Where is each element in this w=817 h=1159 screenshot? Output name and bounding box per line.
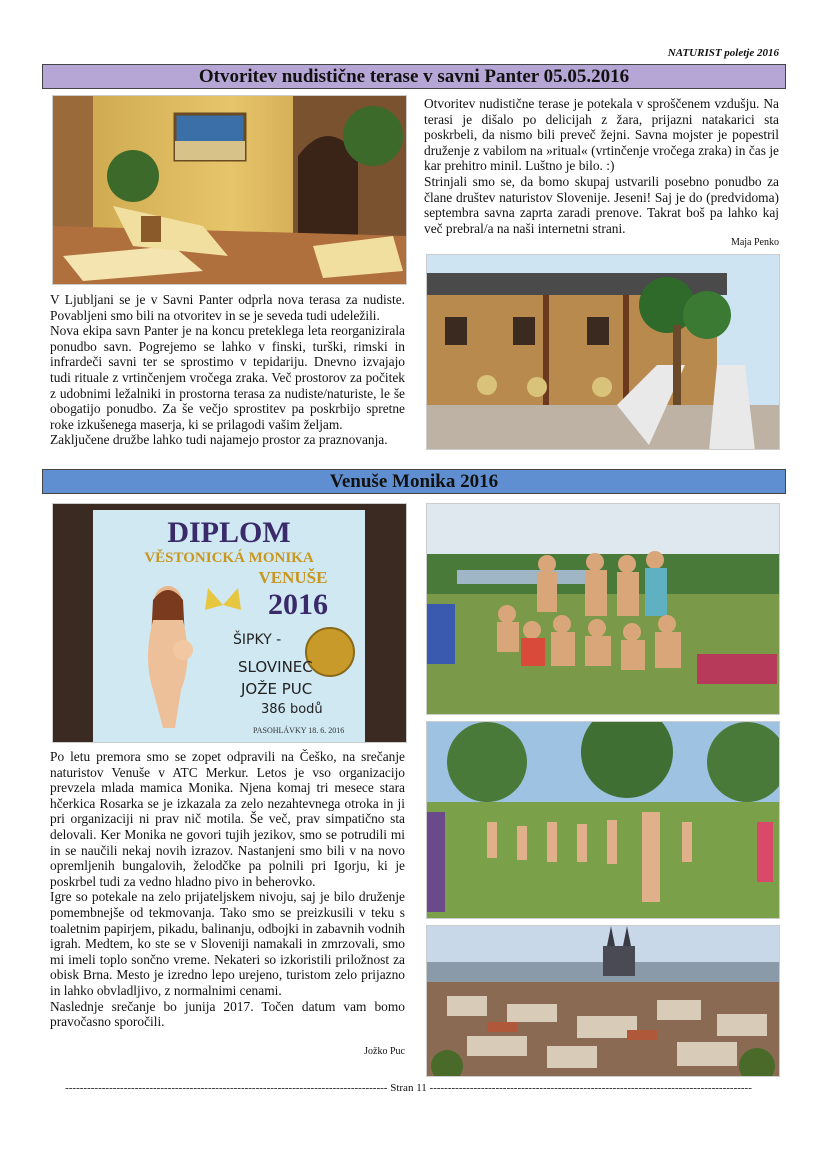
page-footer	[0, 1082, 817, 1094]
diploma-venuse: VENUŠE	[258, 568, 328, 587]
page-number: Stran 11	[390, 1082, 427, 1094]
games-photo	[426, 721, 780, 919]
article-title-venuse: Venuše Monika 2016	[42, 469, 786, 494]
venus-figure-illustration	[123, 580, 213, 730]
footer-dashes-right: ----------------------------------------------------------------------------------------	[429, 1082, 752, 1094]
group-photo	[426, 503, 780, 715]
terrace-paragraph-offer: Strinjali smo se, da bomo skupaj ustvarili posebno ponudbo za člane društev naturistov Slovenije. Jeseni! Saj je do (predvidoma) septembra savna zaprta zaradi prenove. Takrat boš pa lahko kaj več prebral/a na naši internetni strani.	[424, 173, 779, 236]
diploma-subtitle: VĚSTONICKÁ MONIKA	[144, 550, 314, 566]
venuse-paragraph-trip: Po letu premora smo se zopet odpravili na Češko, na srečanje naturistov Venuše v ATC Merkur. Letos je vso organizacijo prevzela mlada mamica Monika. Njena komaj tri mesece stara hčerkica Rosarka se je izkazala za zelo nezahtevnega otroka in ji pri organizaciji ni prav nič motila. Še več, prav simpatično sta delovali. Ker Monika ne govori tujih jezikov, smo se potrudili mi in se naučili nekaj novih izrazov. Nastanjeni smo bili v na novo opremljenih bungalovih, želodčke pa polnili pri Igorju, ki je poskrbel tudi za vedno hladno pivo in beherovko.	[50, 749, 405, 889]
diploma-footer: PASOHLÁVKY 18. 6. 2016	[253, 726, 345, 735]
terrace-paragraph-services: Nova ekipa savn Panter je na koncu preteklega leta reorganizirala ponudbo savn. Pogrejemo se lahko v finski, turški, rimski in infrardeči savni ter se sprostimo v tepidariju. Dnevno izvajajo tudi rituale z vrtinčenjem vročega zraka. Več prostorov za počitek z udobnimi ležalniki in prostorna terasa za nudiste/naturiste, le še obogatijo ponudbo. Za še večjo sprostitev pa poskrbijo spretne roke izkušenega maserja, ki se prilagodi vašim željam.	[50, 323, 405, 432]
venuse-paragraph-next-meeting: Naslednje srečanje bo junija 2017. Točen datum vam bomo pravočasno sporočili.	[50, 998, 405, 1030]
terrace-paragraph-intro: V Ljubljani se je v Savni Panter odprla nova terasa za nudiste. Povabljeni smo bili na otvoritev in se je seveda tudi udeležili.	[50, 292, 405, 323]
brno-city-photo	[426, 925, 780, 1077]
diploma-year: 2016	[268, 588, 328, 621]
diploma-name: JOŽE PUC	[241, 680, 313, 698]
terrace-exterior-photo	[426, 254, 780, 450]
article-title-terrace: Otvoritev nudistične terase v savni Panter 05.05.2016	[42, 64, 786, 89]
footer-dashes-left: ----------------------------------------------------------------------------------------	[65, 1082, 388, 1094]
magazine-issue-label: NATURIST poletje 2016	[667, 47, 779, 59]
butterfly-icon	[203, 580, 243, 630]
terrace-paragraph-opening: Otvoritev nudistične terase je potekala v sproščenem vzdušju. Na terasi je dišalo po delicijah z žara, prijazni natakarici sta poskrbeli, da nismo bili preveč žejni. Savna mojster je popestril druženje z vabilom na »ritual« (vrtinčenje vročega zraka) in čas je kar prehitro minil. Luštno je bilo. :)	[424, 96, 779, 174]
diploma-photo	[52, 503, 407, 743]
sauna-interior-photo	[52, 95, 407, 285]
venuse-paragraph-games: Igre so potekale na zelo prijateljskem nivoju, saj je bilo druženje pomembnejše od tekmovanja. Tako smo se preizkusili v teku s toaletnim papirjem, pikadu, balinanju, odbojki in zabavnih vodnih igrah. Medtem, ko ste se v Sloveniji namakali in zmrzovali, smo mi imeli toplo sončno vreme. Nekateri so izkoristili priložnost za obisk Brna. Mesto je izredno lepo urejeno, turistom zelo prijazno in lahko obvladljivo, z normalnimi cenami.	[50, 889, 405, 998]
terrace-paragraph-private-events: Zaključene družbe lahko tudi najamejo prostor za praznovanja.	[50, 432, 388, 448]
diploma-heading: DIPLOM	[167, 516, 291, 549]
diploma-event: ŠIPKY -	[233, 632, 282, 648]
diploma-country: SLOVINEC	[238, 658, 313, 676]
author-jozko-puc: Jožko Puc	[364, 1046, 405, 1057]
diploma-score: 386 bodů	[261, 702, 323, 717]
author-maja-penko: Maja Penko	[730, 237, 779, 248]
